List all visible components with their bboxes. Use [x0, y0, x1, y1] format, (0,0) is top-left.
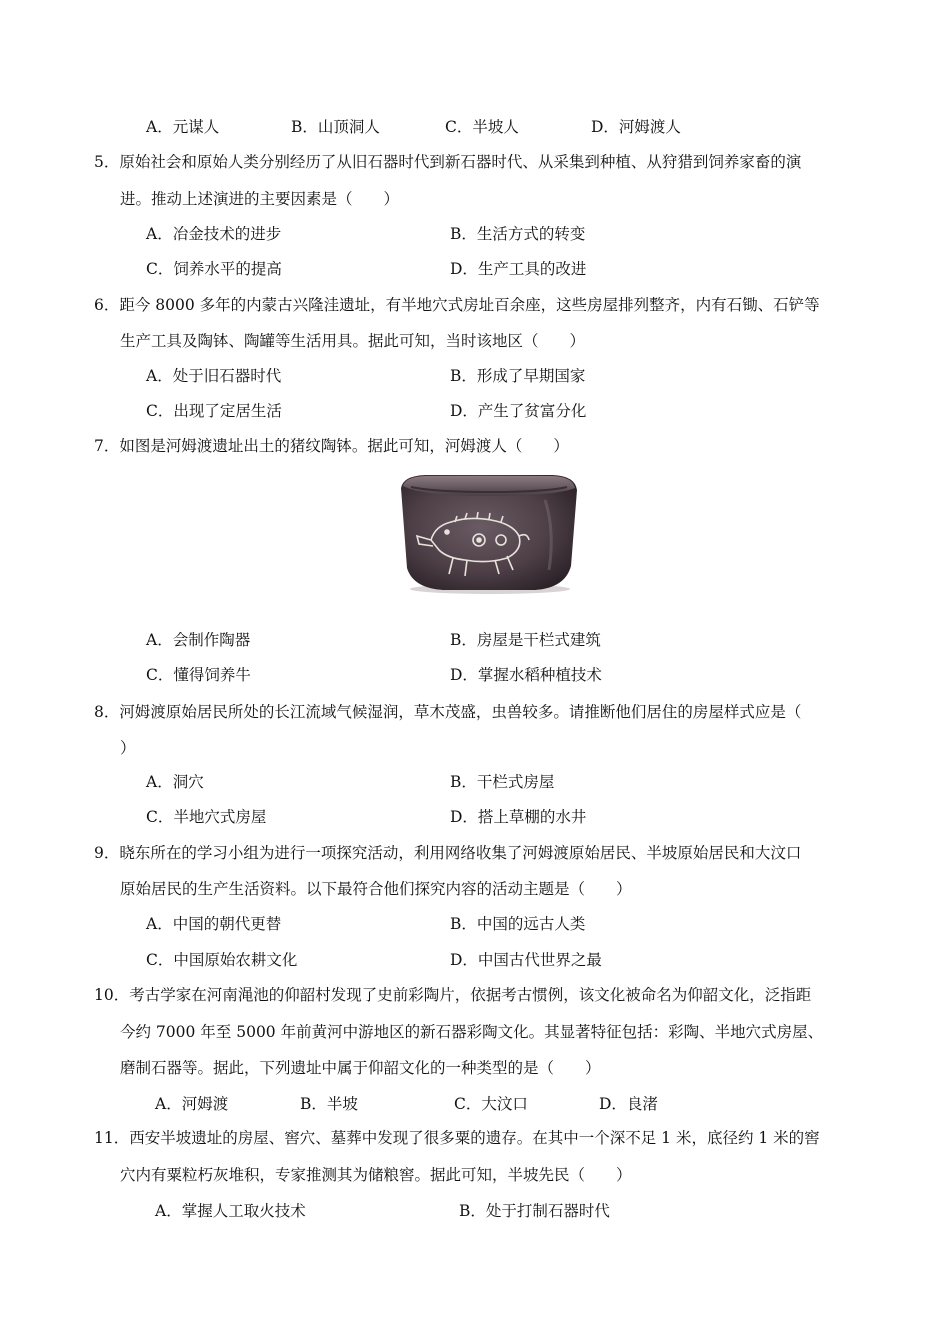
q7-option-c: C．懂得饲养牛 — [146, 666, 251, 684]
q6-stem-line2: 生产工具及陶钵、陶罐等生活用具。据此可知，当时该地区（ ） — [120, 332, 586, 350]
q11-stem-line2: 穴内有粟粒朽灰堆积，专家推测其为储粮窖。据此可知，半坡先民（ ） — [120, 1166, 632, 1184]
q9-option-d: D．中国古代世界之最 — [450, 951, 602, 969]
q6-stem-line1: 6．距今 8000 多年的内蒙古兴隆洼遗址，有半地穴式房址百余座，这些房屋排列整齐，内有石锄、石铲等 — [94, 296, 820, 314]
q5-stem-line1: 5．原始社会和原始人类分别经历了从旧石器时代到新石器时代、从采集到种植、从狩猎到饲养家畜的演 — [94, 153, 802, 171]
q4-option-d: D．河姆渡人 — [591, 118, 681, 136]
q9-option-b: B．中国的远古人类 — [450, 915, 586, 933]
q9-option-c: C．中国原始农耕文化 — [146, 951, 298, 969]
q8-stem-line2: ） — [120, 739, 136, 757]
q10-option-c: C．大汶口 — [454, 1095, 528, 1113]
q5-option-d: D．生产工具的改进 — [450, 260, 587, 278]
q4-option-a: A．元谋人 — [146, 118, 220, 136]
q10-stem-line1: 10．考古学家在河南渑池的仰韶村发现了史前彩陶片，依据考古惯例，该文化被命名为仰韶文化，泛指距 — [94, 986, 812, 1004]
q7-stem-line1: 7．如图是河姆渡遗址出土的猪纹陶钵。据此可知，河姆渡人（ ） — [94, 437, 569, 455]
q10-option-d: D．良渚 — [599, 1095, 658, 1113]
q7-option-d: D．掌握水稻种植技术 — [450, 666, 602, 684]
q7-option-b: B．房屋是干栏式建筑 — [450, 631, 601, 649]
q8-option-c: C．半地穴式房屋 — [146, 808, 267, 826]
q11-stem-line1: 11．西安半坡遗址的房屋、窖穴、墓葬中发现了很多粟的遗存。在其中一个深不足 1 米，底径约 1 米的窖 — [94, 1129, 820, 1147]
q5-option-c: C．饲养水平的提高 — [146, 260, 282, 278]
q10-stem-line3: 磨制石器等。据此，下列遗址中属于仰韶文化的一种类型的是（ ） — [120, 1059, 601, 1077]
q9-stem-line1: 9．晓东所在的学习小组为进行一项探究活动，利用网络收集了河姆渡原始居民、半坡原始居民和大汶口 — [94, 844, 802, 862]
q8-option-d: D．搭上草棚的水井 — [450, 808, 587, 826]
q4-option-b: B．山顶洞人 — [291, 118, 380, 136]
q9-stem-line2: 原始居民的生产生活资料。以下最符合他们探究内容的活动主题是（ ） — [120, 880, 632, 898]
q9-option-a: A．中国的朝代更替 — [146, 915, 282, 933]
q11-option-b: B．处于打制石器时代 — [459, 1202, 610, 1220]
q6-option-b: B．形成了早期国家 — [450, 367, 586, 385]
q11-option-a: A．掌握人工取火技术 — [155, 1202, 306, 1220]
q8-option-a: A．洞穴 — [146, 773, 204, 791]
q6-option-a: A．处于旧石器时代 — [146, 367, 282, 385]
pig-pattern-pottery-bowl-image — [395, 470, 580, 595]
q10-option-b: B．半坡 — [300, 1095, 358, 1113]
q5-stem-line2: 进。推动上述演进的主要因素是（ ） — [120, 190, 400, 208]
q8-option-b: B．干栏式房屋 — [450, 773, 555, 791]
q7-option-a: A．会制作陶器 — [146, 631, 251, 649]
q5-option-a: A．冶金技术的进步 — [146, 225, 282, 243]
q10-option-a: A．河姆渡 — [155, 1095, 229, 1113]
q8-stem-line1: 8．河姆渡原始居民所处的长江流域气候湿润，草木茂盛，虫兽较多。请推断他们居住的房屋样式应是（ — [94, 703, 802, 721]
q4-option-c: C．半坡人 — [445, 118, 519, 136]
q6-option-d: D．产生了贫富分化 — [450, 402, 587, 420]
q5-option-b: B．生活方式的转变 — [450, 225, 586, 243]
q10-stem-line2: 今约 7000 年至 5000 年前黄河中游地区的新石器彩陶文化。其显著特征包括：彩陶、半地穴式房屋、 — [120, 1023, 824, 1041]
q6-option-c: C．出现了定居生活 — [146, 402, 282, 420]
